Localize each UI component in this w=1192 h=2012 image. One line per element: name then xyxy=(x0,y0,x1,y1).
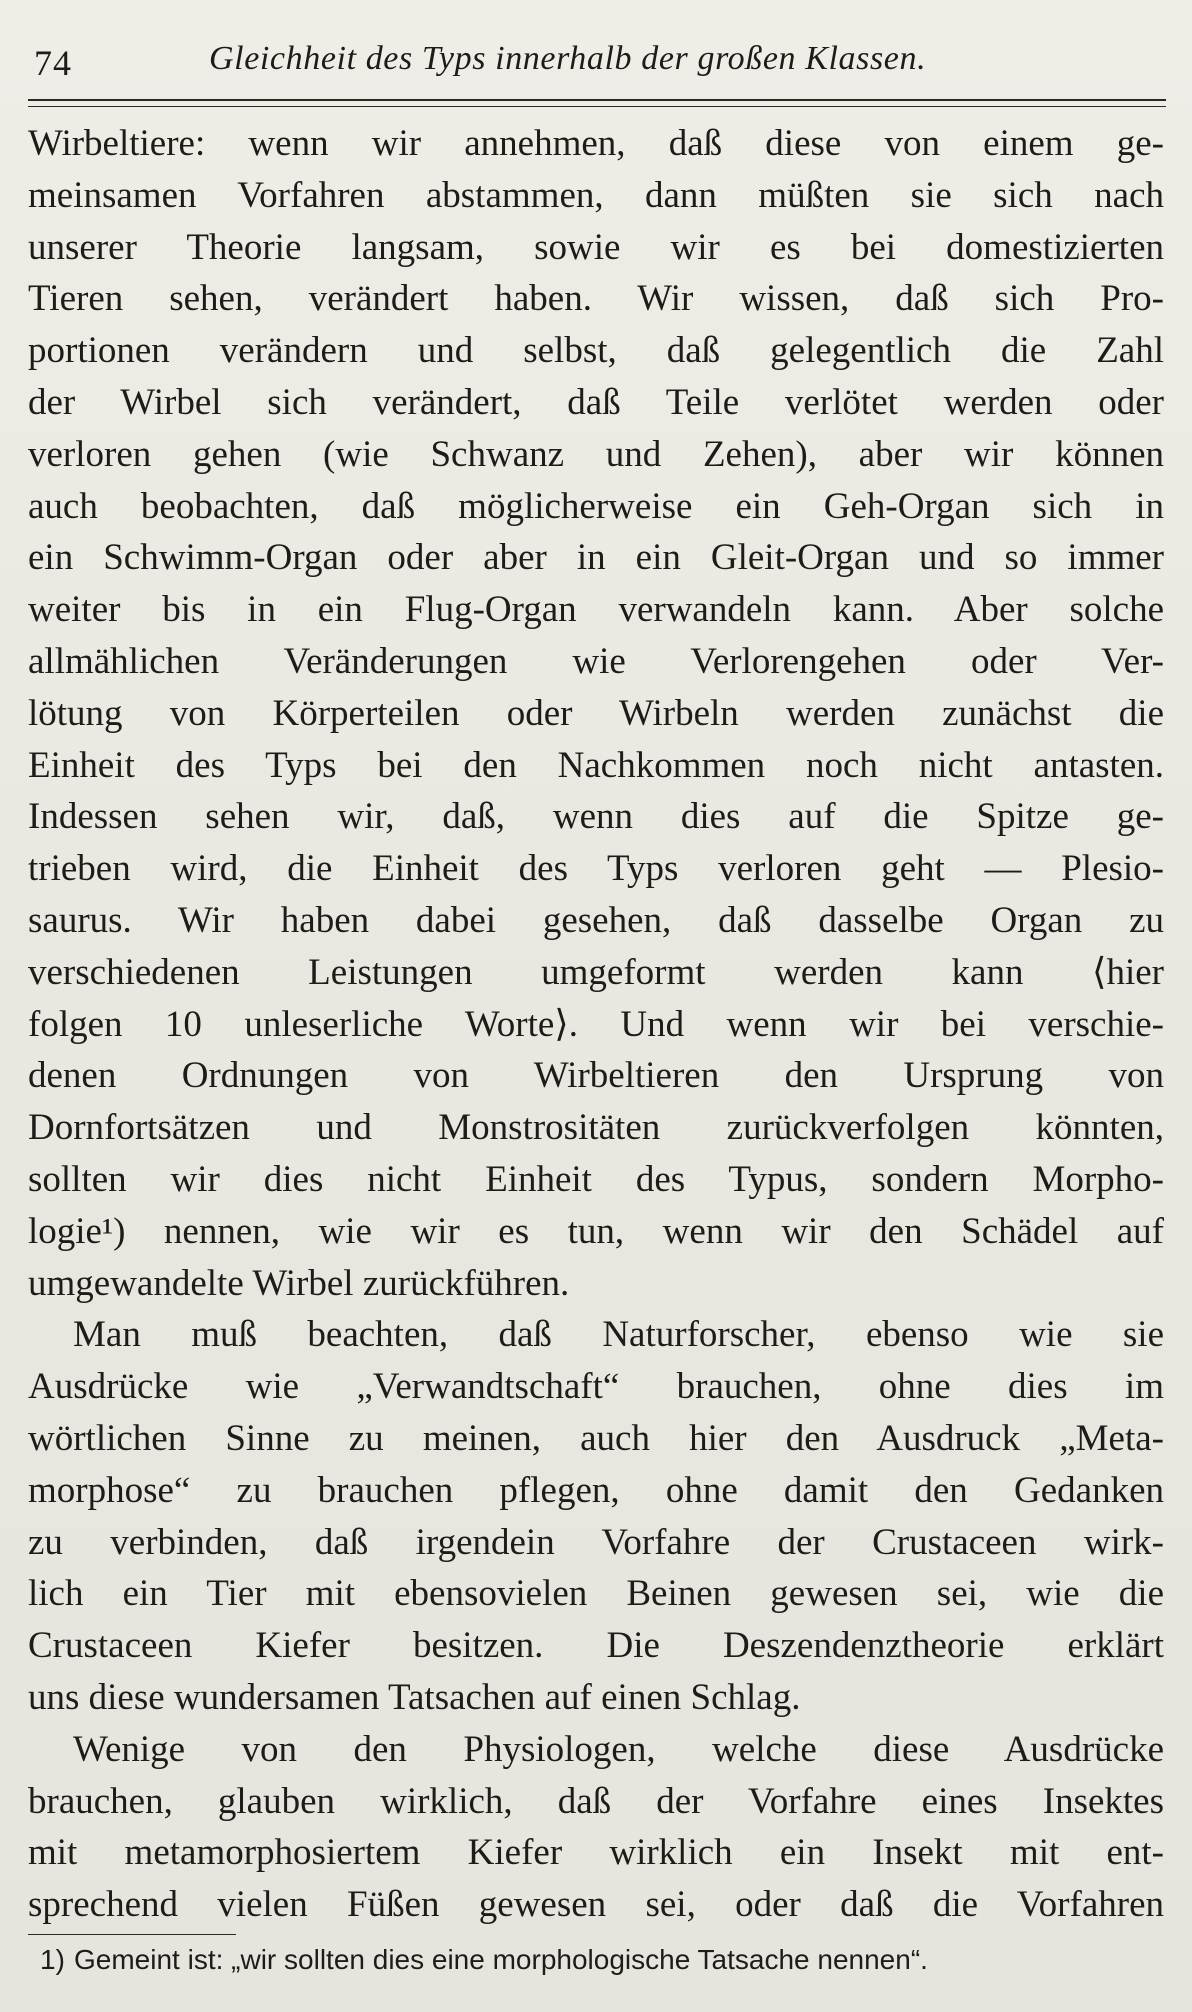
footnote-rule xyxy=(28,1934,236,1935)
text-line: verloren gehen (wie Schwanz und Zehen), aber wir können xyxy=(28,433,1164,475)
text-line: Indessen sehen wir, daß, wenn dies auf die Spitze ge- xyxy=(28,796,1164,838)
footnote xyxy=(40,1944,928,1976)
header-rule-thin xyxy=(28,106,1166,107)
paragraph xyxy=(28,1309,1164,1723)
paragraph xyxy=(28,1724,1164,1931)
text-line: der Wirbel sich verändert, daß Teile verlötet werden oder xyxy=(28,381,1164,423)
header-rule-thick xyxy=(28,99,1166,101)
text-line: Einheit des Typs bei den Nachkommen noch nicht antasten. xyxy=(28,744,1164,786)
text-line: trieben wird, die Einheit des Typs verloren geht — Plesio- xyxy=(28,848,1164,890)
text-line: lötung von Körperteilen oder Wirbeln werden zunächst die xyxy=(28,692,1164,734)
text-line: denen Ordnungen von Wirbeltieren den Ursprung von xyxy=(28,1055,1164,1097)
text-line: sollten wir dies nicht Einheit des Typus, sondern Morpho- xyxy=(28,1158,1164,1200)
text-line: brauchen, glauben wirklich, daß der Vorfahre eines Insektes xyxy=(28,1780,1164,1822)
text-line: saurus. Wir haben dabei gesehen, daß dasselbe Organ zu xyxy=(28,899,1164,941)
body-text xyxy=(28,118,1164,1931)
text-line: Wirbeltiere: wenn wir annehmen, daß diese von einem ge- xyxy=(28,123,1164,164)
footnote-text: Gemeint ist: „wir sollten dies eine morphologische Tatsache nennen“. xyxy=(74,1944,928,1975)
text-line: mit metamorphosiertem Kiefer wirklich ein Insekt mit ent- xyxy=(28,1832,1164,1874)
text-line: morphose“ zu brauchen pflegen, ohne damit den Gedanken xyxy=(28,1469,1164,1511)
text-line: sprechend vielen Füßen gewesen sei, oder daß die Vorfahren xyxy=(28,1884,1164,1926)
text-line: weiter bis in ein Flug-Organ verwandeln kann. Aber solche xyxy=(28,589,1164,631)
paragraph xyxy=(28,118,1164,1309)
running-head: Gleichheit des Typs innerhalb der großen Klassen. xyxy=(209,40,927,77)
text-line: wörtlichen Sinne zu meinen, auch hier den Ausdruck „Meta- xyxy=(28,1417,1164,1459)
page-number: 74 xyxy=(34,43,72,83)
text-line: zu verbinden, daß irgendein Vorfahre der Crustaceen wirk- xyxy=(28,1521,1164,1563)
text-line: folgen 10 unleserliche Worte⟩. Und wenn wir bei verschie- xyxy=(28,1003,1164,1045)
text-line: allmählichen Veränderungen wie Verlorengehen oder Ver- xyxy=(28,640,1164,682)
text-line: uns diese wundersamen Tatsachen auf einen Schlag. xyxy=(28,1676,801,1718)
text-line: ein Schwimm-Organ oder aber in ein Gleit-Organ und so immer xyxy=(28,537,1164,579)
text-line: Crustaceen Kiefer besitzen. Die Deszendenztheorie erklärt xyxy=(28,1625,1164,1667)
text-line: unserer Theorie langsam, sowie wir es bei domestizierten xyxy=(28,226,1164,268)
text-line: Tieren sehen, verändert haben. Wir wissen, daß sich Pro- xyxy=(28,278,1164,320)
text-line: portionen verändern und selbst, daß gelegentlich die Zahl xyxy=(28,330,1164,372)
text-line: auch beobachten, daß möglicherweise ein Geh-Organ sich in xyxy=(28,485,1164,527)
text-line: Man muß beachten, daß Naturforscher, ebenso wie sie xyxy=(73,1314,1164,1356)
text-line: logie¹) nennen, wie wir es tun, wenn wir den Schädel auf xyxy=(28,1210,1164,1252)
text-line: umgewandelte Wirbel zurückführen. xyxy=(28,1262,570,1304)
text-line: meinsamen Vorfahren abstammen, dann müßten sie sich nach xyxy=(28,174,1164,216)
page-header xyxy=(34,38,1164,88)
text-line: Dornfortsätzen und Monstrositäten zurückverfolgen könnten, xyxy=(28,1107,1164,1149)
text-line: lich ein Tier mit ebensovielen Beinen gewesen sei, wie die xyxy=(28,1573,1164,1615)
text-line: verschiedenen Leistungen umgeformt werden kann ⟨hier xyxy=(28,951,1164,993)
footnote-marker: 1) xyxy=(40,1944,65,1975)
text-line: Ausdrücke wie „Verwandtschaft“ brauchen, ohne dies im xyxy=(28,1366,1164,1408)
text-line: Wenige von den Physiologen, welche diese Ausdrücke xyxy=(73,1728,1164,1770)
